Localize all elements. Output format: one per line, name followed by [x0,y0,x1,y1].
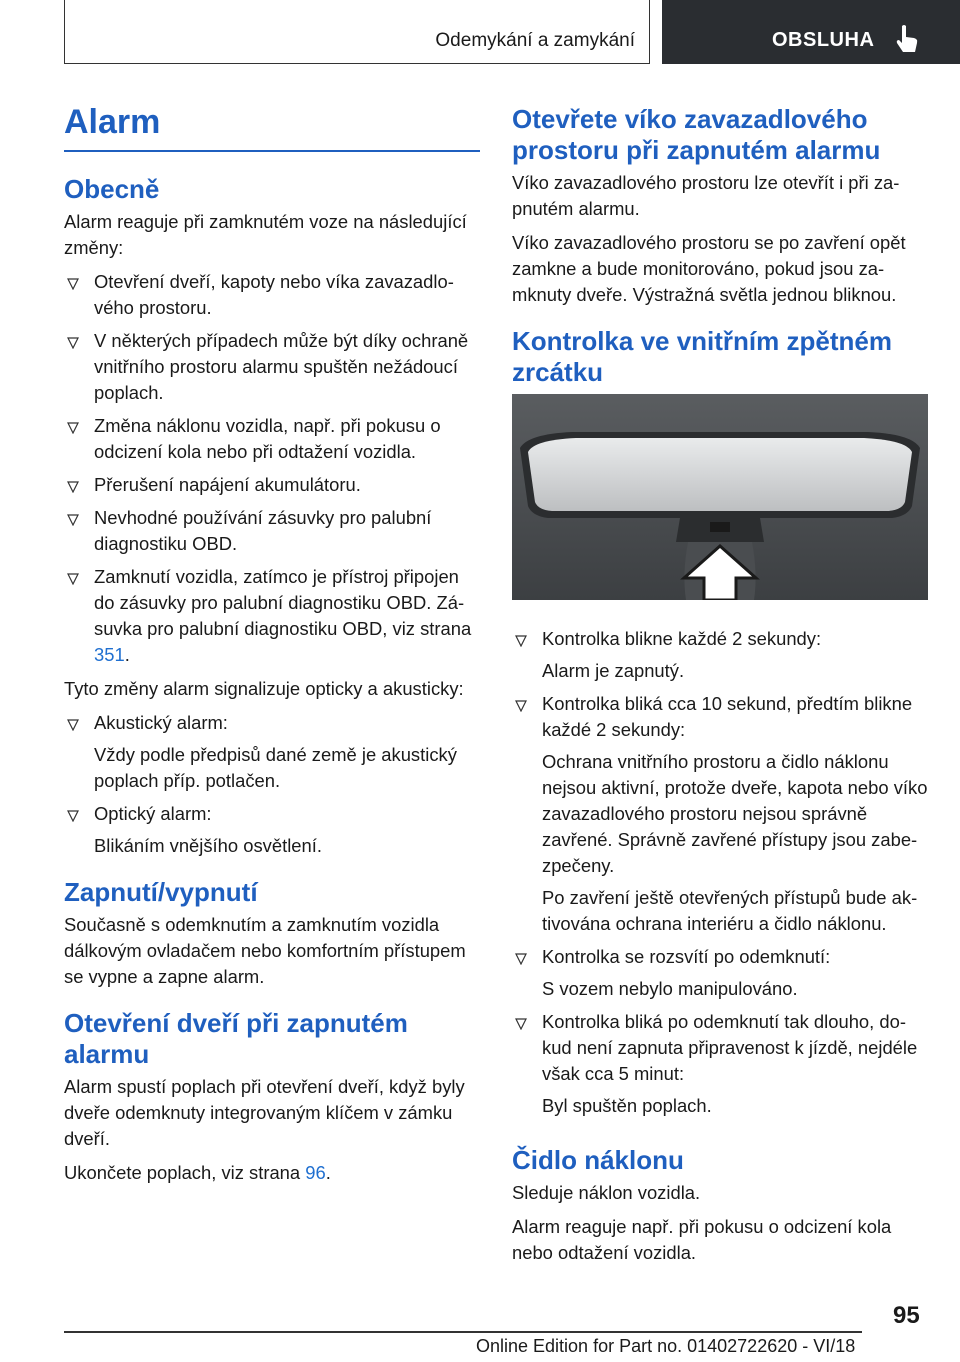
rearview-mirror-illustration [512,394,928,600]
tilt-p1: Sleduje náklon vozidla. [512,1182,701,1203]
right-column [512,100,928,1274]
list-item [512,1009,928,1119]
hand-pointer-icon [894,24,920,54]
list-item [64,413,480,465]
triangle-bullet-icon [67,422,79,434]
list-item-label: Kontrolka blikne každé 2 sekundy: [542,628,822,649]
heading-onoff: Zapnutí/vypnutí [64,877,258,907]
list-item-text: Nevhodné používání zásuvky pro palubní diagnostiku OBD. [94,507,432,554]
list-item-end: . [124,644,130,665]
list-item [512,691,928,937]
triangle-bullet-icon [515,700,527,712]
trunk-p1: Víko zavazadlového prostoru lze otevřít i při zapnutém alarmu. [512,172,900,219]
list-item-text: Otevření dveří, kapoty nebo víka zavazadlového prostoru. [94,271,454,318]
footer-edition: Online Edition for Part no. 01402722620 - VI/18 [476,1336,856,1356]
list-item [64,710,480,794]
heading-tilt: Čidlo náklonu [512,1145,684,1175]
list-item-detail: Po zavření ještě otevřených přístupů bude aktivována ochrana interiéru a čidlo náklonu. [542,887,918,934]
list-item [64,472,480,498]
triangle-bullet-icon [515,953,527,965]
header-title-box [64,0,650,64]
list-item-text: V některých případech může být díky ochraně vnitřního prostoru alarmu spuštěn nežádoucí poplach. [94,330,469,403]
list-item [512,626,928,684]
triangle-bullet-icon [515,635,527,647]
list-item [512,944,928,1002]
list-item [64,505,480,557]
triangle-bullet-icon [67,278,79,290]
doors-end-tail: . [325,1162,331,1183]
header-title: Odemykání a zamykání [435,30,635,51]
heading-trunk: Otevřete víko zavazadlového prostoru při zapnutém alarmu [512,104,881,165]
change-list [64,269,480,668]
triangle-bullet-icon [67,481,79,493]
list-item-label: Kontrolka se rozsvítí po odemknutí: [542,946,831,967]
list-item [64,269,480,321]
list-item-detail: Ochrana vnitřního prostoru a čidlo náklonu nejsou aktivní, protože dveře, kapota nebo víko zavazadlového prostoru nejsou správně zavřené. Správně zavřené přístupy jsou zabezpečeny. [542,751,928,876]
signal-list [64,710,480,859]
title-divider [64,150,480,152]
left-column [64,100,480,1194]
list-item-text: Přerušení napájení akumulátoru. [94,474,361,495]
list-item-label: Kontrolka bliká cca 10 sekund, předtím blikne každé 2 sekundy: [542,693,913,740]
footer-divider [64,1331,862,1333]
heading-general: Obecně [64,174,160,204]
list-item [64,328,480,406]
list-item-label: Optický alarm: [94,803,212,824]
header-section-tab[interactable] [662,0,960,64]
list-item-detail: Byl spuštěn poplach. [542,1095,712,1116]
triangle-bullet-icon [67,573,79,585]
onoff-text: Současně s odemknutím a zamknutím vozidla dálkovým ovladačem nebo komfortním přístupem se vypne a zapne alarm. [64,914,466,987]
list-item-text: Zamknutí vozidla, zatímco je přístroj připojen do zásuvky pro palubní diagnostiku OBD. Zásuvka pro palubní diagnostiku OBD, viz strana [94,566,472,639]
heading-indicator: Kontrolka ve vnitřním zpětném zrcátku [512,326,892,387]
heading-doors: Otevření dveří při zapnutém alarmu [64,1008,408,1069]
triangle-bullet-icon [67,719,79,731]
triangle-bullet-icon [67,337,79,349]
trunk-p2: Víko zavazadlového prostoru se po zavření opět zamkne a bude monitorováno, pokud jsou zamknuty dveře. Výstražná světla jednou bliknou. [512,232,906,305]
general-intro: Alarm reaguje při zamknutém voze na následující změny: [64,211,467,258]
page-link-96[interactable]: 96 [305,1162,326,1183]
doors-text: Alarm spustí poplach při otevření dveří, když byly dveře odemknuty integrovaným klíčem v zámku dveří. [64,1076,465,1149]
header-tab-label: OBSLUHA [772,29,875,51]
page-title: Alarm [64,103,161,141]
list-item [64,801,480,859]
list-item-detail: S vozem nebylo manipulováno. [542,978,798,999]
indicator-list [512,626,928,1119]
tilt-p2: Alarm reaguje např. při pokusu o odcizení kola nebo odtažení vozidla. [512,1216,892,1263]
list-item [64,564,480,668]
page-link-351[interactable]: 351 [94,644,125,665]
triangle-bullet-icon [67,514,79,526]
doors-end-text [64,1160,480,1186]
page-number: 95 [893,1302,920,1329]
list-item-detail: Vždy podle předpisů dané země je akustický poplach příp. potlačen. [94,744,457,791]
signal-intro: Tyto změny alarm signalizuje opticky a akusticky: [64,678,464,699]
triangle-bullet-icon [67,810,79,822]
list-item-detail: Alarm je zapnutý. [542,660,685,681]
triangle-bullet-icon [515,1018,527,1030]
list-item-label: Akustický alarm: [94,712,228,733]
list-item-detail: Blikáním vnějšího osvětlení. [94,835,322,856]
doors-end-prefix: Ukončete poplach, viz strana [64,1162,306,1183]
list-item-label: Kontrolka bliká po odemknutí tak dlouho, dokud není zapnuta připravenost k jízdě, nejdéle však cca 5 minut: [542,1011,918,1084]
list-item-text: Změna náklonu vozidla, např. při pokusu o odcizení kola nebo při odtažení vozidla. [94,415,441,462]
